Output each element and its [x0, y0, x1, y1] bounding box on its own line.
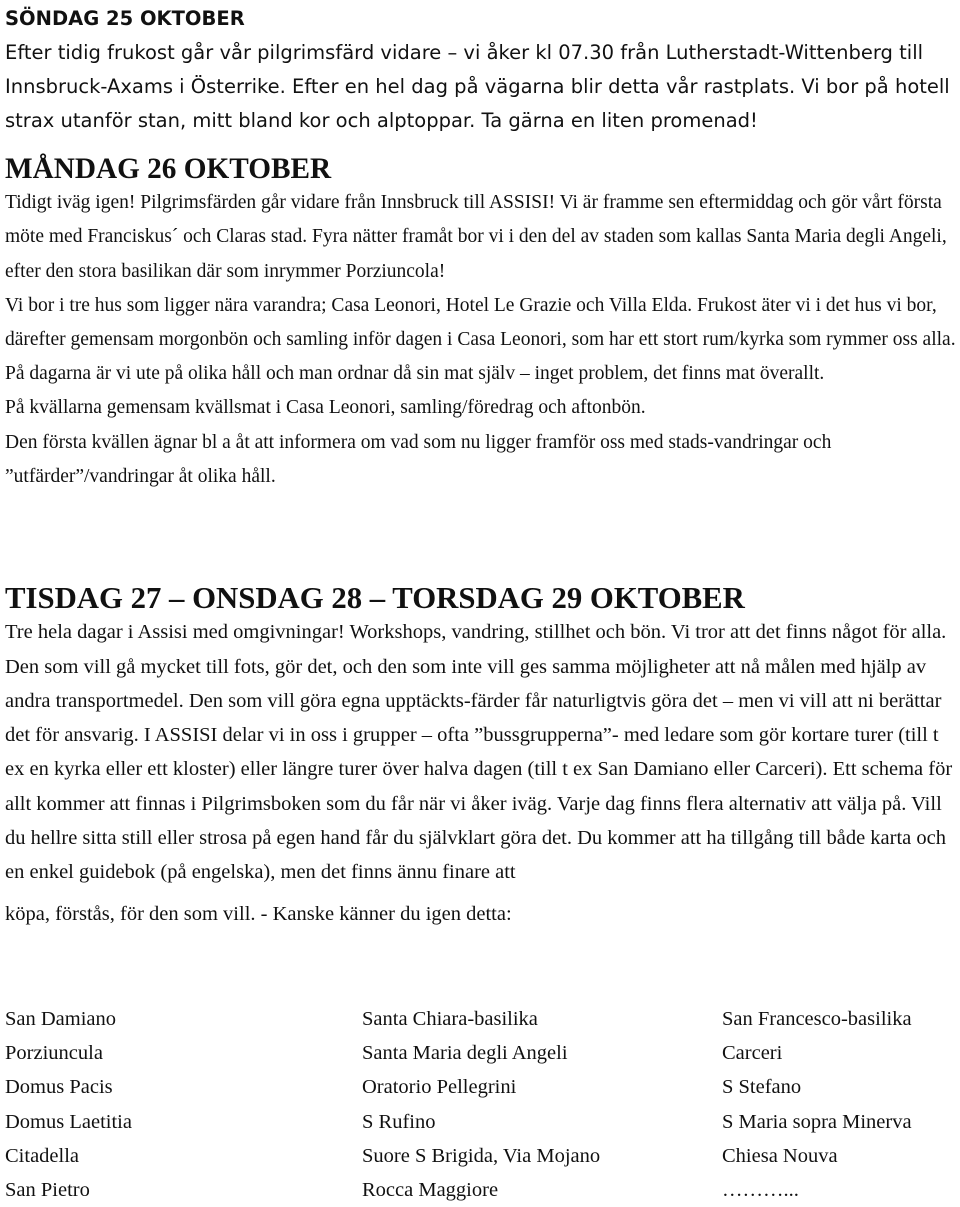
place-item: Carceri: [722, 1042, 783, 1065]
place-item: Chiesa Nouva: [722, 1144, 838, 1167]
place-item: Oratorio Pellegrini: [362, 1076, 517, 1099]
section-sunday: [5, 2, 956, 138]
heading-tuesday-thursday: TISDAG 27 – ONSDAG 28 – TORSDAG 29 OKTOBER: [5, 581, 745, 615]
paragraph-monday-1: Tidigt iväg igen! Pilgrimsfärden går vidare från Innsbruck till ASSISI! Vi är framme sen eftermiddag och gör vårt första möte med Franciskus´ och Claras stad. Fyra nätter framåt bor vi i den del av staden som kallas Santa Maria degli Angeli, efter den stora basilikan där som inrymmer Porziuncola!: [5, 192, 947, 282]
paragraph-monday-4: Den första kvällen ägnar bl a åt att informera om vad som nu ligger framför oss med stads-vandringar och ”utfärder”/vandringar åt olika håll.: [5, 431, 832, 487]
paragraph-tuesday-tail: köpa, förstås, för den som vill. - Kanske känner du igen detta:: [5, 902, 512, 925]
paragraph-sunday: Efter tidig frukost går vår pilgrimsfärd vidare – vi åker kl 07.30 från Lutherstadt-Wittenberg till Innsbruck-Axams i Österrike. Efter en hel dag på vägarna blir detta vår rastplats. Vi bor på hotell strax utanför stan, mitt bland kor och alptoppar. Ta gärna en liten promenad!: [5, 41, 950, 132]
place-item: S Maria sopra Minerva: [722, 1110, 912, 1133]
section-monday: [5, 152, 956, 494]
place-item: Domus Laetitia: [5, 1110, 132, 1133]
place-item: S Rufino: [362, 1110, 436, 1133]
place-item: ………...: [722, 1178, 799, 1201]
paragraph-monday-2: Vi bor i tre hus som ligger nära varandra; Casa Leonori, Hotel Le Grazie och Villa Elda. Frukost äter vi i det hus vi bor, därefter gemensam morgonbön och samling inför dagen i Casa Leonori, som har ett stort rum/kyrka som rymmer oss alla. På dagarna är vi ute på olika håll och man ordnar då sin mat själv – inget problem, det finns mat överallt.: [5, 294, 956, 385]
places-column-1: [5, 1002, 132, 1207]
place-item: Santa Chiara-basilika: [362, 1008, 538, 1030]
heading-monday: MÅNDAG 26 OKTOBER: [5, 153, 332, 185]
place-item: San Damiano: [5, 1008, 117, 1030]
paragraph-tuesday: Tre hela dagar i Assisi med omgivningar! Workshops, vandring, stillhet och bön. Vi tror att det finns något för alla. Den som vill gå mycket till fots, gör det, och den som inte vill ges samma möjligheter att nå målen med hjälp av andra transportmedel. Den som vill göra egna upptäckts-färder får naturligtvis göra det – men vi vill att ni berättar det för ansvarig. I ASSISI delar vi in oss i grupper – ofta ”bussgrupperna”- med ledare som gör kortare turer (till t ex en kyrka eller ett kloster) eller längre turer över halva dagen (till t ex San Damiano eller Carceri). Ett schema för allt kommer att finnas i Pilgrimsboken som du får när vi åker iväg. Varje dag finns flera alternativ att välja på. Vill du hellre sitta still eller strosa på egen hand får du självklart göra det. Du kommer att ha tillgång till både karta och en enkel guidebok (på engelska), men det finns ännu finare att: [5, 621, 953, 884]
place-item: Suore S Brigida, Via Mojano: [362, 1144, 601, 1167]
place-item: San Francesco-basilika: [722, 1008, 912, 1030]
place-item: Porziuncula: [5, 1042, 103, 1065]
places-column-2: [362, 1002, 600, 1207]
heading-sunday: SÖNDAG 25 OKTOBER: [5, 7, 245, 30]
paragraph-monday-3: På kvällarna gemensam kvällsmat i Casa Leonori, samling/föredrag och aftonbön.: [5, 397, 646, 419]
place-item: Citadella: [5, 1144, 80, 1167]
section-tuesday-thursday: [5, 581, 956, 938]
places-list: [5, 1002, 960, 1202]
place-item: Domus Pacis: [5, 1076, 113, 1099]
place-item: Rocca Maggiore: [362, 1178, 499, 1201]
place-item: S Stefano: [722, 1076, 802, 1099]
place-item: Santa Maria degli Angeli: [362, 1042, 568, 1065]
places-column-3: [722, 1002, 912, 1207]
place-item: San Pietro: [5, 1178, 90, 1201]
